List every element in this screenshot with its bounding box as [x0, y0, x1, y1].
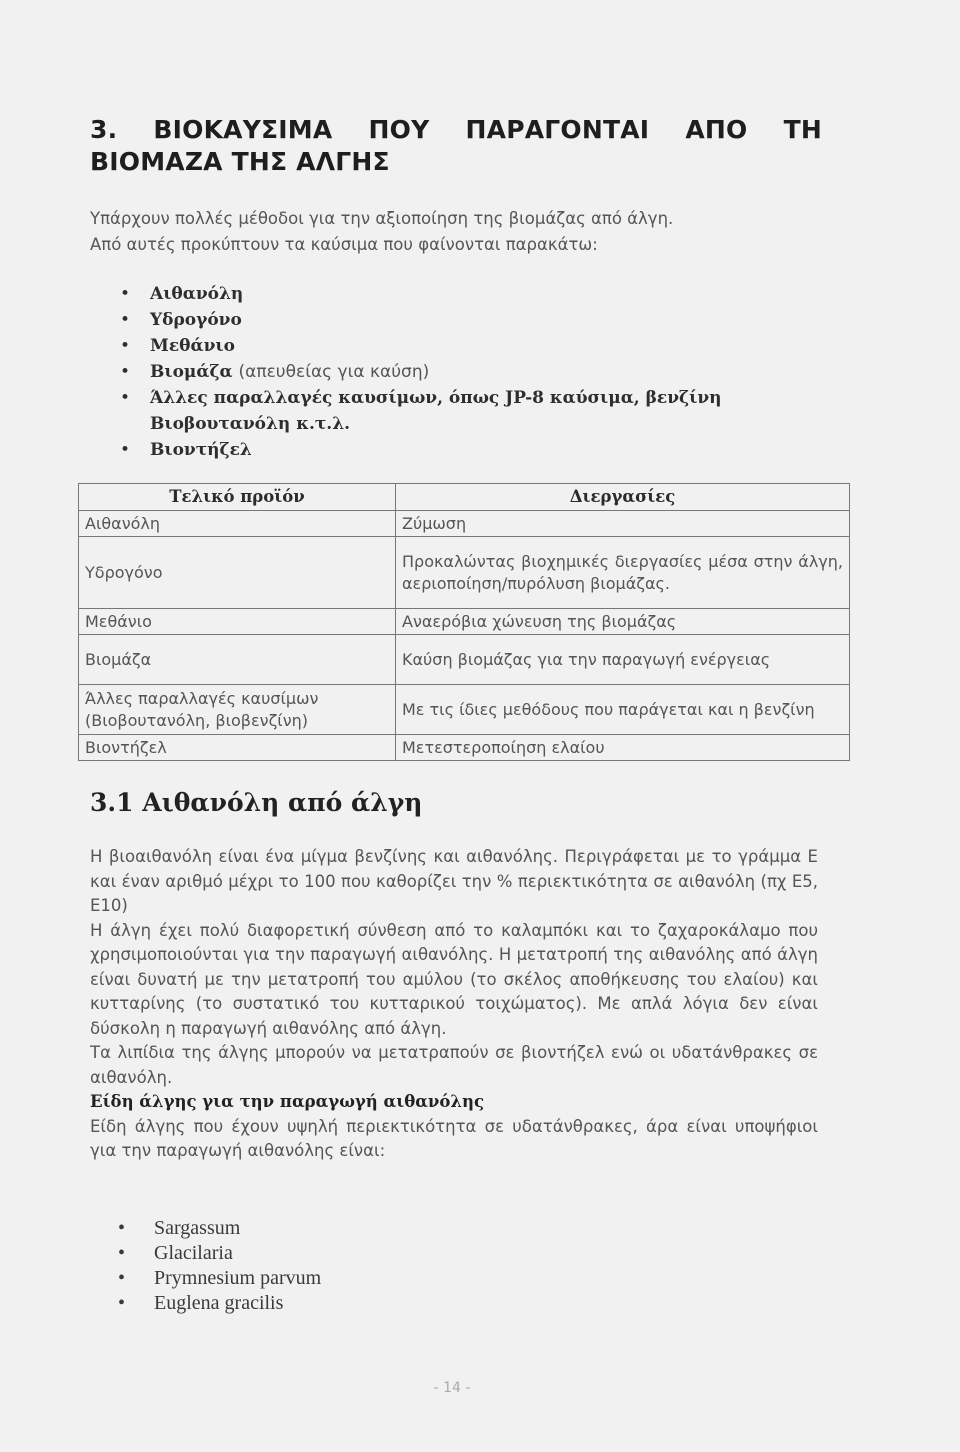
table-cell-product: Μεθάνιο — [79, 609, 396, 635]
list-item: • Μεθάνιο — [120, 333, 840, 359]
body-text — [90, 845, 818, 1164]
table-row — [79, 537, 850, 609]
list-item: • Prymnesium parvum — [118, 1267, 322, 1289]
paragraph: Η άλγη έχει πολύ διαφορετική σύνθεση από το καλαμπόκι και το ζαχαροκάλαμο που χρησιμοποιούνται για την παραγωγή αιθανόλης. Η μετατροπή της αιθανόλης από άλγη είναι δυνατή με την μετατροπή του αμύλου (το σκέλος αποθήκευσης του ελαίου) και κυτταρίνης (το συστατικό του κυτταρικού τοιχώματος). Με απλά λόγια δεν είναι δύσκολη η παραγωγή αιθανόλης από άλγη. — [90, 920, 818, 1038]
table-row — [79, 609, 850, 635]
list-item: • Βιοντήζελ — [120, 437, 840, 463]
table-cell-process: Μετεστεροποίηση ελαίου — [396, 735, 850, 761]
table-cell-product: Βιοντήζελ — [79, 735, 396, 761]
table-cell-process: Προκαλώντας βιοχημικές διεργασίες μέσα στην άλγη, αεριοποίηση/πυρόλυση βιομάζας. — [396, 537, 850, 609]
paragraph-heading: Είδη άλγης για την παραγωγή αιθανόλης — [90, 1092, 484, 1111]
fuel-list — [120, 281, 840, 463]
list-item: • Glacilaria — [118, 1242, 233, 1264]
list-item: • Άλλες παραλλαγές καυσίμων, όπως JP-8 καύσιμα, βενζίνη Βιοβουτανόλη κ.τ.λ. — [120, 385, 840, 437]
paragraph: Η βιοαιθανόλη είναι ένα μίγμα βενζίνης και αιθανόλης. Περιγράφεται με το γράμμα Ε και έναν αριθμό μέχρι το 100 που καθορίζει την % περιεκτικότητα σε αιθανόλη (πχ Ε5, Ε10) — [90, 847, 818, 915]
bullet-icon: • — [120, 336, 131, 356]
bullet-icon: • — [118, 1267, 126, 1289]
bullet-icon: • — [120, 362, 131, 382]
table-header-row — [79, 484, 850, 511]
list-item-note: (απευθείας για καύση) — [238, 362, 430, 382]
bullet-icon: • — [118, 1242, 126, 1264]
table-row — [79, 635, 850, 685]
intro-paragraph — [90, 206, 830, 258]
list-item: • Υδρογόνο — [120, 307, 840, 333]
species-list — [118, 1216, 321, 1316]
list-item: • Sargassum — [118, 1217, 241, 1239]
list-item: • Βιομάζα (απευθείας για καύση) — [120, 359, 840, 385]
table-row — [79, 685, 850, 735]
column-header-product: Τελικό προϊόν — [79, 484, 396, 511]
table-cell-product: Άλλες παραλλαγές καυσίμων (Βιοβουτανόλη, βιοβενζίνη) — [79, 685, 396, 735]
bullet-icon: • — [118, 1217, 126, 1239]
process-table — [78, 483, 850, 761]
bullet-icon: • — [118, 1292, 126, 1314]
list-item: • Αιθανόλη — [120, 281, 840, 307]
section-title: 3. ΒΙΟΚΑΥΣΙΜΑ ΠΟΥ ΠΑΡΑΓΟΝΤΑΙ ΑΠΟ ΤΗ ΒΙΟΜΑΖΑ ΤΗΣ ΑΛΓΗΣ — [90, 115, 822, 176]
bullet-icon: • — [120, 310, 131, 330]
paragraph: Είδη άλγης που έχουν υψηλή περιεκτικότητα σε υδατάνθρακες, άρα είναι υποψήφιοι για την παραγωγή αιθανόλης είναι: — [90, 1116, 818, 1160]
intro-line: Από αυτές προκύπτουν τα καύσιμα που φαίνονται παρακάτω: — [90, 235, 598, 254]
table-cell-process: Αναερόβια χώνευση της βιομάζας — [396, 609, 850, 635]
table-row — [79, 511, 850, 537]
bullet-icon: • — [120, 284, 131, 304]
bullet-icon: • — [120, 388, 131, 408]
bullet-icon: • — [120, 440, 131, 460]
intro-line: Υπάρχουν πολλές μέθοδοι για την αξιοποίηση της βιομάζας από άλγη. — [90, 209, 674, 228]
table-cell-process: Ζύμωση — [396, 511, 850, 537]
list-item: • Euglena gracilis — [118, 1292, 284, 1314]
table-row — [79, 735, 850, 761]
table-cell-product: Υδρογόνο — [79, 537, 396, 609]
table-cell-process: Με τις ίδιες μεθόδους που παράγεται και η βενζίνη — [396, 685, 850, 735]
column-header-process: Διεργασίες — [396, 484, 850, 511]
subsection-title: 3.1 Αιθανόλη από άλγη — [90, 788, 423, 817]
table-cell-process: Καύση βιομάζας για την παραγωγή ενέργειας — [396, 635, 850, 685]
table-cell-product: Αιθανόλη — [79, 511, 396, 537]
page-number: - 14 - — [433, 1380, 471, 1396]
paragraph: Τα λιπίδια της άλγης μπορούν να μετατραπούν σε βιοντήζελ ενώ οι υδατάνθρακες σε αιθανόλη. — [90, 1043, 818, 1087]
table-cell-product: Βιομάζα — [79, 635, 396, 685]
